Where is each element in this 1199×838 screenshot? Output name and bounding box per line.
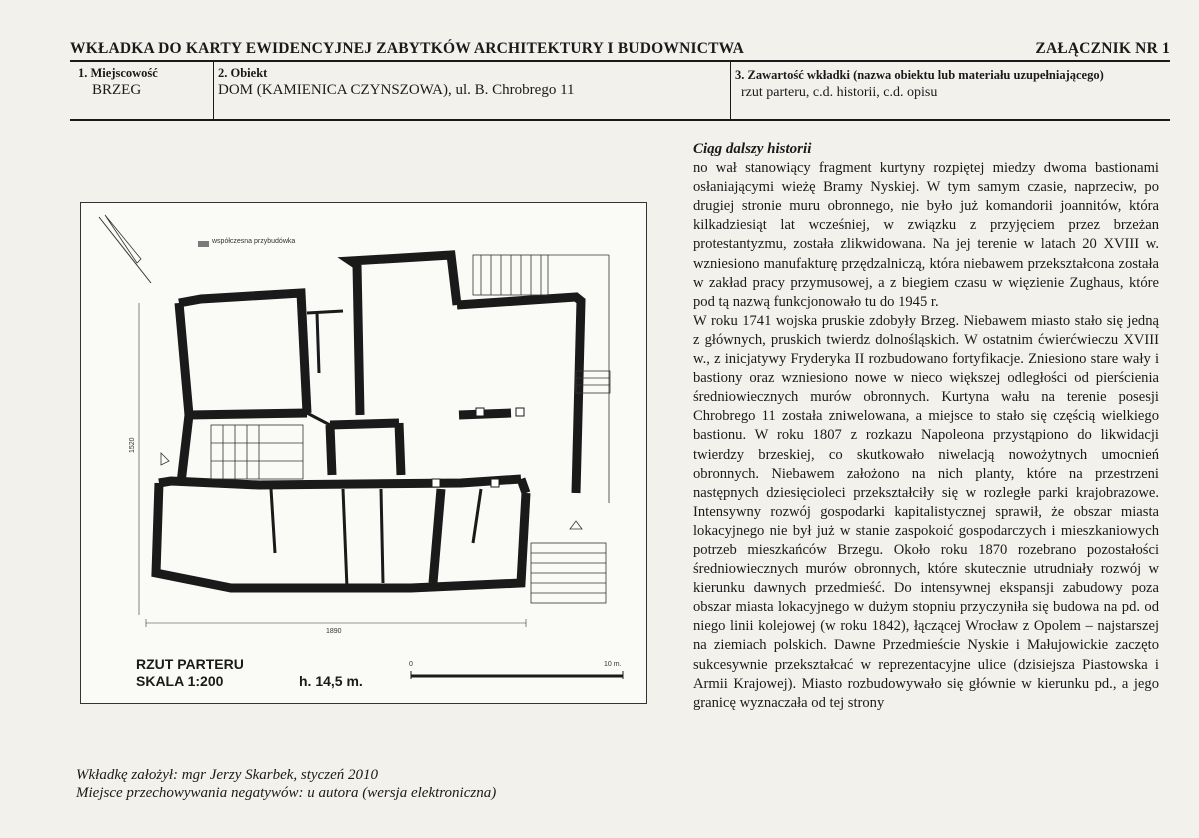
field-content-label: 3. Zawartość wkładki (nazwa obiektu lub materiału uzupełniającego) bbox=[735, 68, 1104, 82]
field-object-label: 2. Obiekt bbox=[218, 66, 268, 80]
history-subtitle: Ciąg dalszy historii bbox=[693, 141, 812, 157]
field-divider bbox=[730, 62, 731, 120]
stairs-top bbox=[473, 255, 609, 503]
plan-title bbox=[136, 656, 244, 690]
author-note: Wkładkę założył: mgr Jerzy Skarbek, styczeń 2010 bbox=[76, 767, 378, 783]
fields-rule bbox=[70, 119, 1170, 121]
level-mark-icon bbox=[570, 521, 582, 529]
document-title: WKŁADKA DO KARTY EWIDENCYJNEJ ZABYTKÓW ARCHITEKTURY I BUDOWNICTWA bbox=[70, 40, 745, 57]
level-mark-icon bbox=[161, 453, 169, 465]
legend-swatch bbox=[198, 241, 209, 247]
field-object-value: DOM (KAMIENICA CZYNSZOWA), ul. B. Chrobrego 11 bbox=[218, 82, 575, 98]
annex-number: ZAŁĄCZNIK NR 1 bbox=[1035, 40, 1170, 57]
dimension-vertical: 1520 bbox=[129, 437, 136, 453]
field-place-value: BRZEG bbox=[92, 82, 142, 98]
scale-end: 10 m. bbox=[604, 661, 622, 668]
field-content bbox=[735, 67, 1104, 101]
north-arrow-icon bbox=[99, 215, 151, 283]
history-paragraph: W roku 1741 wojska pruskie zdobyły Brzeg. Niebawem miasto stało się jedną z głównych, pruskich twierdz dolnośląskich. W ostatnim ćwierćwieczu XVIII w., z inicjatywy Fryderyka II rozbudowano fortyfikacje. Zniesiono stare wały i bastiony oraz wzniesiono nowe w nieco większej odległości od pierścienia średniowiecznych murów obronnych. Kurtyna wału na terenie posesji Chrobrego 11 została zniwelowana, a miejsce to stało się częścią wielkiego bastionu. W roku 1807 z rozkazu Napoleona przystąpiono do likwidacji twierdzy brzeskiej, co skutkowało niwelacją nowożytnych umocnień obronnych. Niebawem założono na nich planty, które na przestrzeni następnych dziesięcioleci przekształciły się w rozległe parki krajobrazowe. Intensywny rozwój gospodarki kapitalistycznej sprawił, że obszar miasta lokacyjnego nie był już w stanie zaspokoić gospodarczych i mieszkaniowych potrzeb mieszkańców Brzegu. Około roku 1870 rozebrano pozostałości średniowiecznych murów obronnych, które skutecznie utrudniały rozwój w kierunku dawnych przedmieść. Do intensywnej ekspansji zabudowy poza obszar miasta lokacyjnego w dużym stopniu przyczyniła się budowa na pd. od niego linii kolejowej (w roku 1842), łączącej Wrocław z Opolem – najstarszej na ziemiach polskich. Dawne Przedmieście Nyskie i Małujowickie zaczęto sukcesywnie przekształcać w reprezentacyjne ulice (dzisiejsza Piastowska i Armii Krajowej). Miasto rozbudowywało się głównie w kierunku pd., a jego granicę wyznaczała od tej strony bbox=[693, 312, 1159, 711]
history-text bbox=[693, 140, 1159, 713]
scale-start: 0 bbox=[409, 661, 413, 668]
field-place bbox=[78, 65, 158, 99]
field-object bbox=[218, 65, 575, 99]
field-divider bbox=[213, 62, 214, 120]
scale-bar bbox=[411, 671, 623, 679]
field-place-label: 1. Miejscowość bbox=[78, 66, 158, 80]
stairs-bottom bbox=[531, 543, 606, 603]
storage-note: Miejsce przechowywania negatywów: u autora (wersja elektroniczna) bbox=[76, 785, 497, 801]
plan-title-line2: SKALA 1:200 bbox=[136, 673, 224, 689]
plan-height: h. 14,5 m. bbox=[299, 673, 363, 689]
header-rule bbox=[70, 60, 1170, 62]
plan-legend: współczesna przybudówka bbox=[212, 238, 296, 245]
plan-title-line1: RZUT PARTERU bbox=[136, 656, 244, 672]
stairs-middle bbox=[211, 425, 303, 479]
history-paragraph: no wał stanowiący fragment kurtyny rozpiętej miedzy dwoma bastionami osłaniającymi wieżę Bramy Nyskiej. W tym samym czasie, naprzeciw, po drugiej stronie muru obronnego, nie było już komandorii joannitów, która kilkadziesiąt lat wcześniej, w związku z przyjęciem przez brzeżan protestantyzmu, została zlikwidowana. Na jej terenie w latach 20 XVIII w. wzniesiono manufakturę przędzalniczą, która niebawem przekształcona została w zakład pracy przymusowej, a z biegiem czasu w więzienie Zughaus, które pod tą nazwą funkcjonowało tu do 1945 r. bbox=[693, 160, 1159, 310]
document-header bbox=[70, 40, 1170, 58]
field-content-value: rzut parteru, c.d. historii, c.d. opisu bbox=[741, 85, 938, 100]
floor-plan bbox=[80, 202, 647, 704]
floor-plan-drawing bbox=[81, 203, 646, 703]
dimension-horizontal: 1890 bbox=[326, 628, 342, 635]
